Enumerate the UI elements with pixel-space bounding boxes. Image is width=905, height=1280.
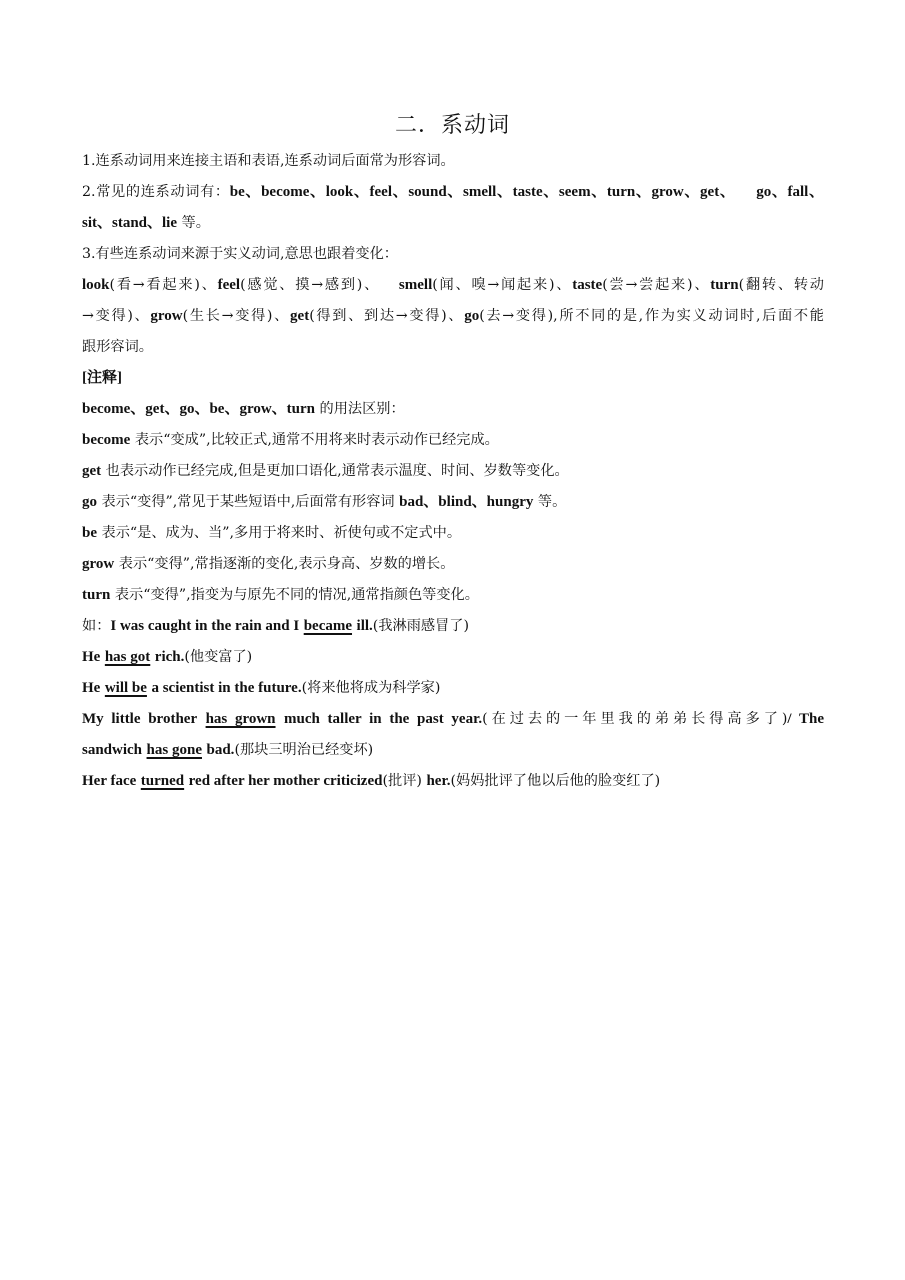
example-4-text-b: much taller in the past year. xyxy=(284,711,483,727)
note-become xyxy=(82,425,824,456)
example-1-text-a: I was caught in the rain and I xyxy=(110,618,300,634)
verb-meanings-line-2 xyxy=(82,301,824,332)
point-1: 1.连系动词用来连接主语和表语,连系动词后面常为形容词。 xyxy=(82,153,455,169)
note-compare-words: become、get、go、be、grow、turn xyxy=(82,401,316,417)
verb-look: look xyxy=(82,277,110,293)
example-4 xyxy=(82,704,824,735)
note-be-word: be xyxy=(82,525,97,541)
verb-go-meaning: (去→变得),所不同的是,作为实义动词时,后面不能 xyxy=(479,308,824,324)
example-2-translation: (他变富了) xyxy=(184,649,253,665)
example-2-underlined-verb: has got xyxy=(104,649,151,665)
note-compare xyxy=(82,394,824,425)
example-4-text-a: My little brother xyxy=(82,711,198,727)
verb-get: get xyxy=(290,308,310,324)
example-6-text-b: red after her mother criticized xyxy=(188,773,383,789)
verb-go: go xyxy=(464,308,480,324)
example-5-underlined-verb: has gone xyxy=(146,742,202,758)
example-3-text-b: a scientist in the future. xyxy=(151,680,302,696)
example-4-underlined-verb: has grown xyxy=(205,711,276,727)
note-grow-text: 表示“变得”,常指逐渐的变化,表示身高、岁数的增长。 xyxy=(118,556,455,572)
note-heading xyxy=(82,363,824,394)
verb-meanings-line-3: 跟形容词。 xyxy=(82,339,153,355)
verb-smell: smell xyxy=(398,277,433,293)
example-5-translation: (那块三明治已经变坏) xyxy=(234,742,374,758)
example-5-text-b: bad. xyxy=(206,742,235,758)
point-3: 3.有些连系动词来源于实义动词,意思也跟着变化： xyxy=(82,246,398,262)
note-get xyxy=(82,456,824,487)
verb-look-meaning: (看→看起来)、 xyxy=(109,277,218,293)
note-go-text: 表示“变得”,常见于某些短语中,后面常有形容词 xyxy=(101,494,395,510)
point-2-suffix: 等。 xyxy=(181,215,210,231)
note-get-word: get xyxy=(82,463,102,479)
verb-grow-meaning: (生长→变得)、 xyxy=(182,308,291,324)
example-4-translation: (在过去的一年里我的弟弟长得高多了) xyxy=(482,711,788,727)
verb-turn-meaning-cont: →变得)、 xyxy=(82,308,151,324)
note-get-text: 也表示动作已经完成,但是更加口语化,通常表示温度、时间、岁数等变化。 xyxy=(105,463,569,479)
verb-taste-meaning: (尝→尝起来)、 xyxy=(602,277,711,293)
note-go-adjectives: bad、blind、hungry xyxy=(399,494,534,510)
example-1-text-b: ill. xyxy=(356,618,373,634)
example-6-period: . xyxy=(446,773,451,789)
note-be xyxy=(82,518,824,549)
verb-smell-meaning: (闻、嗅→闻起来)、 xyxy=(432,277,573,293)
note-become-text: 表示“变成”,比较正式,通常不用将来时表示动作已经完成。 xyxy=(134,432,499,448)
example-6-translation: (妈妈批评了他以后他的脸变红了) xyxy=(450,773,661,789)
note-go xyxy=(82,487,824,518)
note-go-end: 等。 xyxy=(537,494,567,510)
verb-turn: turn xyxy=(710,277,739,293)
example-4-text-c: / The xyxy=(787,711,824,727)
example-1 xyxy=(82,611,824,642)
note-heading-text: [注释] xyxy=(82,370,122,386)
example-6-inline-gloss: (批评) xyxy=(382,773,422,789)
verb-grow: grow xyxy=(150,308,183,324)
point-2-prefix: 2.常见的连系动词有： xyxy=(82,184,230,200)
note-grow xyxy=(82,549,824,580)
verb-feel-meaning: (感觉、摸→感到)、 xyxy=(240,277,381,293)
example-2 xyxy=(82,642,824,673)
example-1-underlined-verb: became xyxy=(303,618,353,634)
example-3-text-a: He xyxy=(82,680,101,696)
note-grow-word: grow xyxy=(82,556,115,572)
note-turn xyxy=(82,580,824,611)
example-5 xyxy=(82,735,824,766)
point-2-line-1 xyxy=(82,177,824,208)
example-6-text-a: Her face xyxy=(82,773,137,789)
verb-taste: taste xyxy=(572,277,603,293)
linking-verbs-list-a: be、become、look、feel、sound、smell、taste、seem、turn、grow、get、 xyxy=(229,184,736,200)
example-3-underlined-verb: will be xyxy=(104,680,147,696)
linking-verbs-list-b: go、fall、 xyxy=(756,184,824,200)
example-6-text-c: her xyxy=(426,773,447,789)
example-1-translation: (我淋雨感冒了) xyxy=(372,618,469,634)
note-become-word: become xyxy=(82,432,131,448)
linking-verbs-list-c: sit、stand、lie xyxy=(82,215,178,231)
page-title: 二．系动词 xyxy=(394,113,510,138)
document-body xyxy=(82,146,824,797)
example-3 xyxy=(82,673,824,704)
example-3-translation: (将来他将成为科学家) xyxy=(301,680,441,696)
example-6 xyxy=(82,766,824,797)
example-6-underlined-verb: turned xyxy=(140,773,185,789)
example-5-text-a: sandwich xyxy=(82,742,143,758)
note-be-text: 表示“是、成为、当”,多用于将来时、祈使句或不定式中。 xyxy=(101,525,462,541)
verb-get-meaning: (得到、到达→变得)、 xyxy=(309,308,465,324)
point-2-line-2 xyxy=(82,208,824,239)
example-lead: 如： xyxy=(82,618,111,634)
example-2-text-a: He xyxy=(82,649,101,665)
note-compare-text: 的用法区别： xyxy=(319,401,405,417)
note-turn-text: 表示“变得”,指变为与原先不同的情况,通常指颜色等变化。 xyxy=(114,587,479,603)
note-go-word: go xyxy=(82,494,97,510)
note-turn-word: turn xyxy=(82,587,111,603)
verb-turn-meaning: (翻转、转动 xyxy=(738,277,824,293)
example-2-text-b: rich. xyxy=(154,649,185,665)
verb-meanings-line-1 xyxy=(82,270,824,301)
verb-feel: feel xyxy=(217,277,241,293)
